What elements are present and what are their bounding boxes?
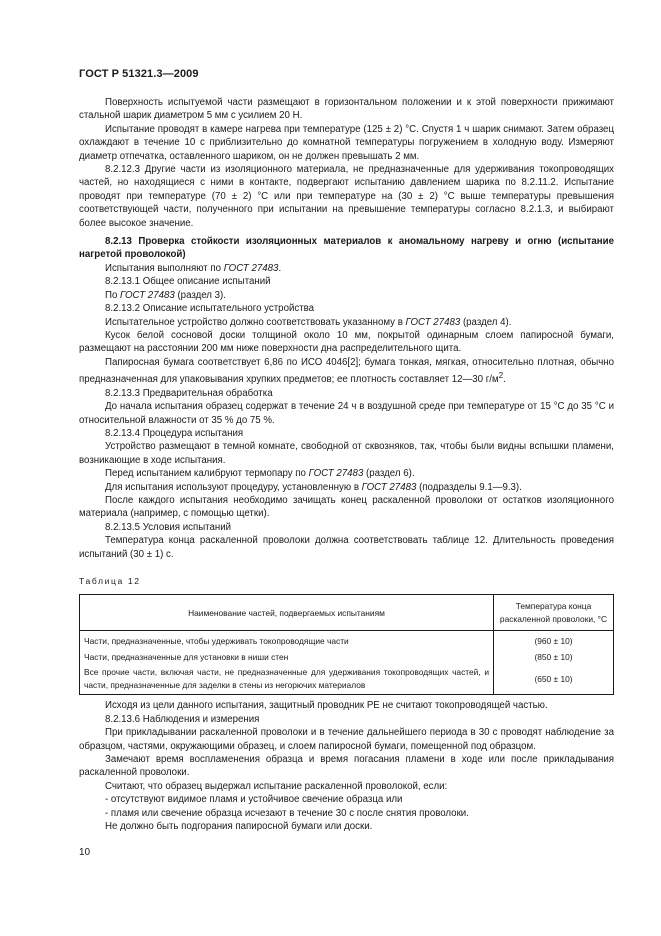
table-cell-part: Части, предназначенные, чтобы удерживать токопроводящие части [80,631,494,650]
table-row [80,650,614,666]
table-cell-part: Все прочие части, включая части, не предназначенные для удерживания токопроводящих частей, и части, предназначенные для заделки в стены из негорючих материалов [80,665,494,695]
paragraph: Испытания выполняют по ГОСТ 27483. [105,262,282,274]
subsection-heading: 8.2.13.5 Условия испытаний [105,521,232,533]
paragraph: После каждого испытания необходимо зачищать конец раскаленной проволоки от остатков изоляционного материала (например, с помощью щетки). [79,495,614,520]
standard-reference: ГОСТ 27483 [308,468,364,480]
paragraph: При прикладывании раскаленной проволоки и в течение дальнейшего периода в 30 с проводят наблюдение за образцом, частями, окружающими образец, и слоем папиросной бумаги, помещенной под образцом. [79,727,614,752]
subsection-heading: 8.2.13.4 Процедура испытания [105,427,244,439]
list-item: - отсутствуют видимое пламя и устойчивое свечение образца или [105,794,403,806]
subsection-heading: 8.2.13.6 Наблюдения и измерения [105,713,260,725]
paragraph: Кусок белой сосновой доски толщиной около 10 мм, покрытой одинарным слоем папиросной бумаги, размещают на расстоянии 200 мм ниже поверхности дна распределительного щита. [79,329,614,355]
standard-reference: ГОСТ 27483 [405,316,461,328]
paragraph: Перед испытанием калибруют термопару по ГОСТ 27483 (раздел 6). [105,468,415,480]
subsection-heading: 8.2.13.2 Описание испытательного устройства [105,303,315,315]
subsection-heading: 8.2.13.3 Предварительная обработка [105,387,273,399]
table-cell-temperature: (650 ± 10) [494,665,614,695]
table-row [80,631,614,650]
document-header: ГОСТ Р 51321.3—2009 [79,68,199,80]
column-header-parts: Наименование частей, подвергаемых испытаниям [80,595,494,631]
paragraph: Испытание проводят в камере нагрева при температуре (125 ± 2) °С. Спустя 1 ч шарик снимают. Затем образец охлаждают в течение 10 с приблизительно до комнатной температуры погружением в холодную воду. Измеряют диаметр отпечатка, оставленного шариком, он не должен превышать 2 мм. [79,123,614,162]
table-cell-part: Части, предназначенные для установки в ниши стен [80,650,494,666]
paragraph: Не должно быть подгорания папиросной бумаги или доски. [105,821,373,833]
section-title-8-2-13: 8.2.13 Проверка стойкости изоляционных материалов к аномальному нагреву и огню (испытание нагретой проволокой) [79,236,614,261]
paragraph: До начала испытания образец содержат в течение 24 ч в воздушной среде при температуре от 15 °С до 35 °С и относительной влажности от 35 % до 75 %. [79,401,614,426]
paragraph: Устройство размещают в темной комнате, свободной от сквозняков, так, чтобы были видны вспышки пламени, возникающие в ходе испытания. [79,441,614,466]
paragraph: Поверхность испытуемой части размещают в горизонтальном положении и к этой поверхности прижимают стальной шарик диаметром 5 мм с усилием 20 Н. [79,97,614,122]
paragraph: Папиросная бумага соответствует 6,86 по ИСО 4046[2]; бумага тонкая, мягкая, относительно плотная, обычно предназначенная для упаковывания хрупких предметов; ее плотность составляет 12—30 $г/м^2$. [79,356,614,386]
standard-reference: ГОСТ 27483 [223,262,279,274]
paragraph: Испытательное устройство должно соответствовать указанному в ГОСТ 27483 (раздел 4). [105,316,512,328]
table-cell-temperature: (850 ± 10) [494,650,614,666]
subsection-heading: 8.2.13.1 Общее описание испытаний [105,276,271,288]
column-header-temperature: Температура конца раскаленной проволоки, °С [494,595,614,631]
list-item: - пламя или свечение образца исчезают в течение 30 с после снятия проволоки. [105,807,469,819]
temperature-table [79,594,614,695]
paragraph: Замечают время воспламенения образца и время погасания пламени в ходе или после прикладывания раскаленной проволоки. [79,754,614,779]
standard-reference: ГОСТ 27483 [361,481,417,493]
standard-reference: ГОСТ 27483 [120,289,175,301]
paragraph: Исходя из цели данного испытания, защитный проводник РЕ не считают токопроводящей частью. [105,700,548,712]
document-body [79,96,614,834]
paragraph: Для испытания используют процедуру, установленную в ГОСТ 27483 (подразделы 9.1—9.3). [105,481,522,493]
paragraph: По ГОСТ 27483 (раздел 3). [105,289,226,301]
table-cell-temperature: (960 ± 10) [494,631,614,650]
paragraph-8-2-12-3: 8.2.12.3 Другие части из изоляционного материала, не предназначенные для удерживания токопроводящих частей, но находящиеся с ними в контакте, подвергают испытанию давлением шарика по 8.2.11.2. Испытание проводят при температуре (70 ± 2) °С или при температуре на (30 ± 2) °С выше температуры превышения соответствующей части, полученного при испытании на превышение температуры согласно 8.2.1.3, и выбирают более высокое значение. [79,164,614,229]
paragraph: Считают, что образец выдержал испытание раскаленной проволокой, если: [105,780,448,792]
table-row [80,665,614,695]
paragraph: Температура конца раскаленной проволоки должна соответствовать таблице 12. Длительность проведения испытаний (30 ± 1) с. [79,535,614,560]
table-caption: Таблица 12 [79,576,141,587]
page-number: 10 [79,847,91,858]
